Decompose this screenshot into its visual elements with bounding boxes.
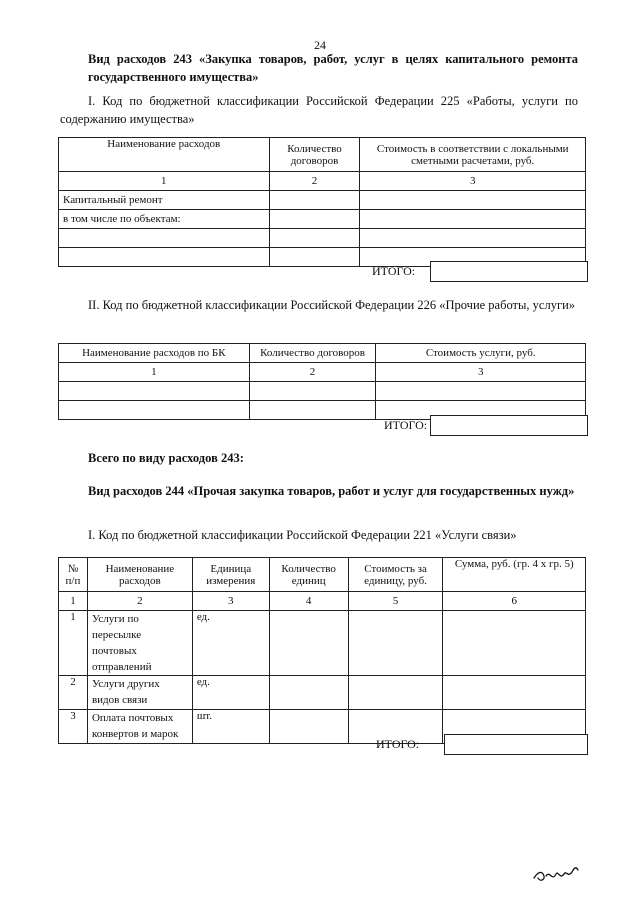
table1-row-label: Капитальный ремонт bbox=[59, 191, 270, 210]
section-244-heading: Вид расходов 244 «Прочая закупка товаров, работ и услуг для государственных нужд» bbox=[88, 484, 575, 498]
table2-header-cost: Стоимость услуги, руб. bbox=[376, 344, 586, 363]
signature-scribble bbox=[532, 862, 582, 886]
table3-row-name: Оплата почтовых конвертов и марок bbox=[87, 710, 192, 744]
table3-row-name: Услуги по пересылке почтовых отправлений bbox=[87, 611, 192, 676]
table3-header-name: Наименование расходов bbox=[87, 558, 192, 592]
table3-row-num: 2 bbox=[59, 676, 88, 710]
table1-colnum: 2 bbox=[269, 172, 360, 191]
table1-header-name: Наименование расходов bbox=[59, 138, 270, 172]
table3-itogo-label: ИТОГО: bbox=[376, 737, 420, 751]
table1-cell bbox=[360, 210, 586, 229]
table3-row-name: Услуги других видов связи bbox=[87, 676, 192, 710]
table2-cell bbox=[249, 401, 376, 420]
table3-row-num: 1 bbox=[59, 611, 88, 676]
table2-header-name: Наименование расходов по БК bbox=[59, 344, 250, 363]
table1-row-label: в том числе по объектам: bbox=[59, 210, 270, 229]
table3-colnum: 6 bbox=[443, 592, 586, 611]
table1-cell bbox=[59, 248, 270, 267]
table2-colnum: 3 bbox=[376, 363, 586, 382]
table3-header-sum: Сумма, руб. (гр. 4 х гр. 5) bbox=[443, 558, 586, 592]
table1-cell bbox=[360, 229, 586, 248]
table3-colnum: 1 bbox=[59, 592, 88, 611]
table-225 bbox=[58, 137, 586, 267]
table1-cell bbox=[360, 191, 586, 210]
table2-cell bbox=[59, 401, 250, 420]
table3-colnum: 3 bbox=[192, 592, 269, 611]
table3-row-unit: ед. bbox=[192, 611, 269, 676]
table1-cell bbox=[269, 248, 360, 267]
table3-header-price: Стоимость за единицу, руб. bbox=[348, 558, 443, 592]
table2-itogo-label: ИТОГО: bbox=[384, 418, 428, 432]
table3-header-num: № п/п bbox=[59, 558, 88, 592]
table3-cell bbox=[348, 611, 443, 676]
table3-row-unit: ед. bbox=[192, 676, 269, 710]
table3-cell bbox=[269, 710, 348, 744]
table3-cell bbox=[443, 676, 586, 710]
table3-header-qty: Количество единиц bbox=[269, 558, 348, 592]
table2-colnum: 1 bbox=[59, 363, 250, 382]
table1-colnum: 1 bbox=[59, 172, 270, 191]
section-243-sub2-heading: II. Код по бюджетной классификации Российской Федерации 226 «Прочие работы, услуги» bbox=[88, 298, 576, 312]
table2-colnum: 2 bbox=[249, 363, 376, 382]
total-243-label: Всего по виду расходов 243: bbox=[88, 451, 244, 465]
table3-row-unit: шт. bbox=[192, 710, 269, 744]
table2-header-count: Количество договоров bbox=[249, 344, 376, 363]
table3-cell bbox=[348, 676, 443, 710]
table3-cell bbox=[443, 611, 586, 676]
table1-cell bbox=[269, 210, 360, 229]
table3-colnum: 4 bbox=[269, 592, 348, 611]
table1-header-cost: Стоимость в соответствии с локальными сметными расчетами, руб. bbox=[360, 138, 586, 172]
page-number: 24 bbox=[314, 38, 326, 52]
table1-header-count: Количество договоров bbox=[269, 138, 360, 172]
table1-itogo-box bbox=[430, 261, 588, 282]
table2-cell bbox=[249, 382, 376, 401]
table1-cell bbox=[269, 191, 360, 210]
table3-cell bbox=[269, 676, 348, 710]
table1-cell bbox=[269, 229, 360, 248]
table1-cell bbox=[59, 229, 270, 248]
table3-colnum: 2 bbox=[87, 592, 192, 611]
table1-itogo-label: ИТОГО: bbox=[372, 264, 416, 278]
section-243-sub1-heading: I. Код по бюджетной классификации Российской Федерации 225 «Работы, услуги по содержанию имущества» bbox=[60, 94, 578, 126]
table1-colnum: 3 bbox=[360, 172, 586, 191]
table3-header-unit: Единица измерения bbox=[192, 558, 269, 592]
table2-cell bbox=[376, 382, 586, 401]
signature bbox=[532, 862, 582, 891]
table-226 bbox=[58, 343, 586, 420]
section-243-heading: Вид расходов 243 «Закупка товаров, работ, услуг в целях капитального ремонта государственного имущества» bbox=[88, 52, 578, 84]
table2-cell bbox=[59, 382, 250, 401]
table3-cell bbox=[269, 611, 348, 676]
table-221 bbox=[58, 557, 586, 744]
table3-colnum: 5 bbox=[348, 592, 443, 611]
table3-row-num: 3 bbox=[59, 710, 88, 744]
table2-itogo-box bbox=[430, 415, 588, 436]
section-244-sub1-heading: I. Код по бюджетной классификации Российской Федерации 221 «Услуги связи» bbox=[88, 528, 517, 542]
table3-itogo-box bbox=[444, 734, 588, 755]
